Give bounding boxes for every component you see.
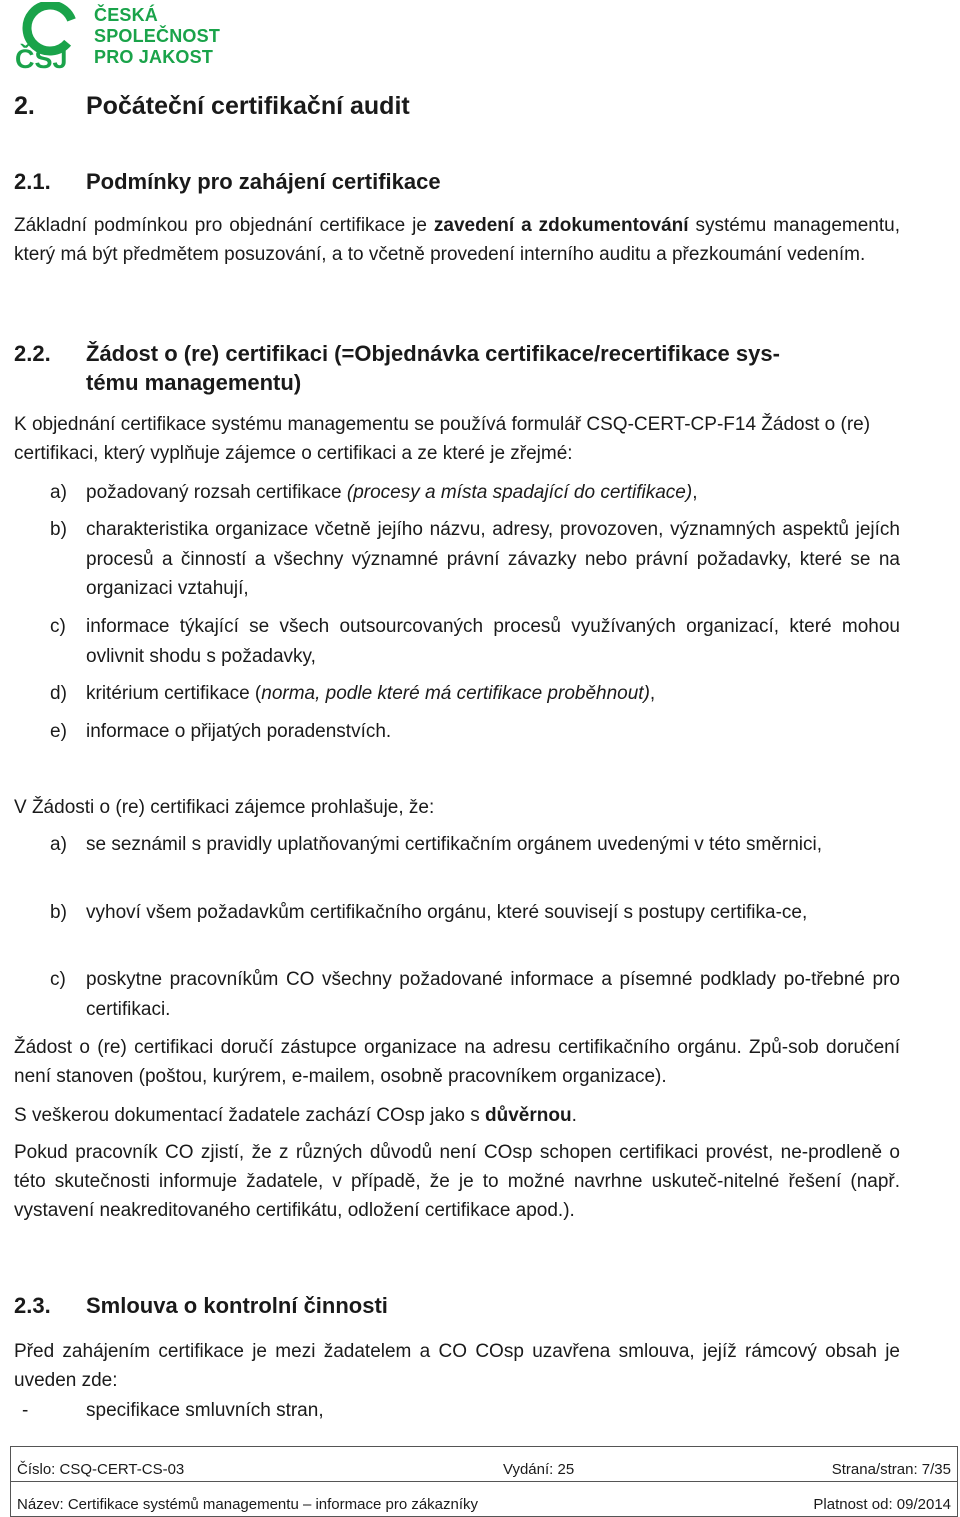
incapability-paragraph: Pokud pracovník CO zjistí, že z různých důvodů není COsp schopen certifikaci provést, ne-prodleně o této skutečnosti informuje žadatele, v případě, že je to možné navrhne uskuteč-nitelné řešení (např. vystavení neakreditovaného certifikátu, odložení certifikace apod.).	[14, 1142, 900, 1221]
bullet-dash: -	[22, 1400, 29, 1421]
list-label: e)	[50, 721, 67, 742]
section-title-line-2: tému managementu)	[86, 370, 302, 395]
section-2-3-intro: Před zahájením certifikace je mezi žadatelem a CO COsp uzavřena smlouva, jejíž rámcový obsah je uveden zde:	[14, 1341, 900, 1391]
text-run: S veškerou dokumentací žadatele zachází COsp jako s	[14, 1105, 486, 1126]
list-item	[50, 898, 900, 928]
bold-text: zavedení a zdokumentování	[433, 215, 689, 236]
delivery-paragraph: Žádost o (re) certifikaci doručí zástupce organizace na adresu certifikačního orgánu. Způ-sob doručení není stanoven (poštou, kurýrem, e-mailem, osobně pracovníkem organizace).	[14, 1037, 900, 1087]
text-run: .	[571, 1105, 577, 1126]
list-text: charakteristika organizace včetně jejího názvu, adresy, provozoven, významných aspektů jejích procesů a činností a všechny významné právní závazky nebo právní požadavky, které se na organizaci vztahují,	[86, 519, 900, 599]
section-number: 2.	[14, 92, 35, 120]
section-number: 2.1.	[14, 169, 51, 194]
text-run: ,	[692, 482, 698, 503]
list-label: a)	[50, 482, 67, 503]
list-text: informace o přijatých poradenstvích.	[86, 721, 392, 742]
list-label: c)	[50, 969, 66, 990]
list-text: se seznámil s pravidly uplatňovanými certifikačním orgánem uvedenými v této směrnici,	[86, 834, 823, 855]
logo-line-3: PRO JAKOST	[94, 47, 214, 67]
list-text: poskytne pracovníkům CO všechny požadované informace a písemné podklady po-třebné pro certifikaci.	[86, 969, 900, 1020]
italic-text: (procesy a místa spadající do certifikace)	[346, 482, 693, 503]
list-text	[86, 679, 900, 709]
section-title: Smlouva o kontrolní činnosti	[86, 1293, 388, 1318]
bullet-item	[22, 1396, 324, 1425]
list-item	[50, 717, 900, 747]
footer-row-1	[11, 1447, 958, 1482]
text-run: systému managementu, který má být předmětem posuzování, a to včetně provedení interního auditu a přezkoumání vedením.	[14, 215, 900, 265]
italic-text: norma, podle které má certifikace proběhnout)	[261, 683, 650, 704]
document-number: Číslo: CSQ-CERT-CS-03	[17, 1461, 185, 1478]
section-title-line-1: Žádost o (re) certifikaci (=Objednávka certifikace/recertifikace sys-	[86, 341, 780, 366]
csj-logo	[12, 2, 252, 70]
text-run: ,	[649, 683, 656, 704]
document-footer	[10, 1446, 958, 1517]
valid-from: Platnost od: 09/2014	[813, 1496, 951, 1513]
section-2-1-paragraph	[14, 211, 900, 269]
section-number: 2.3.	[14, 1293, 51, 1318]
list-text: vyhoví všem požadavkům certifikačního orgánu, které souvisejí s postupy certifika-ce,	[86, 902, 808, 923]
text-run: Základní podmínkou pro objednání certifikace je	[14, 215, 434, 236]
list-label: b)	[50, 902, 67, 923]
section-title: Počáteční certifikační audit	[86, 92, 410, 120]
text-run: požadovaný rozsah certifikace	[86, 482, 347, 503]
edition: Vydání: 25	[503, 1461, 575, 1478]
confidentiality-paragraph	[14, 1101, 900, 1130]
list-item	[50, 515, 900, 604]
svg-text:ČSJ: ČSJ	[15, 44, 68, 70]
text-run: kritérium certifikace (	[86, 683, 262, 704]
list-label: a)	[50, 834, 67, 855]
footer-row-2	[11, 1482, 958, 1517]
declaration-intro: V Žádosti o (re) certifikaci zájemce prohlašuje, že:	[14, 797, 435, 818]
bold-text: důvěrnou	[485, 1105, 572, 1126]
section-title: Podmínky pro zahájení certifikace	[86, 169, 441, 194]
list-text	[86, 478, 900, 508]
bullet-text: specifikace smluvních stran,	[86, 1400, 324, 1421]
list-item	[50, 612, 900, 671]
list-text: informace týkající se všech outsourcovaných procesů využívaných organizací, které mohou ovlivnit shodu s požadavky,	[86, 616, 900, 667]
list-label: b)	[50, 519, 67, 540]
logo-line-1: ČESKÁ	[94, 5, 159, 25]
csj-logo-mark-icon	[12, 2, 90, 70]
logo-line-2: SPOLEČNOST	[94, 26, 221, 46]
logo-wordmark	[94, 5, 220, 68]
list-item	[50, 965, 900, 1024]
document-name: Název: Certifikace systémů managementu – informace pro zákazníky	[17, 1496, 479, 1513]
list-label: d)	[50, 683, 67, 704]
list-label: c)	[50, 616, 66, 637]
list-item	[50, 478, 900, 508]
section-2-2-intro: K objednání certifikace systému managementu se používá formulář CSQ-CERT-CP-F14 Žádost o (re) certifikaci, který vyplňuje zájemce o certifikaci a ze které je zřejmé:	[14, 414, 871, 464]
list-item	[50, 679, 900, 709]
list-item	[50, 830, 900, 860]
section-number: 2.2.	[14, 341, 51, 366]
page-count: Strana/stran: 7/35	[831, 1461, 951, 1478]
